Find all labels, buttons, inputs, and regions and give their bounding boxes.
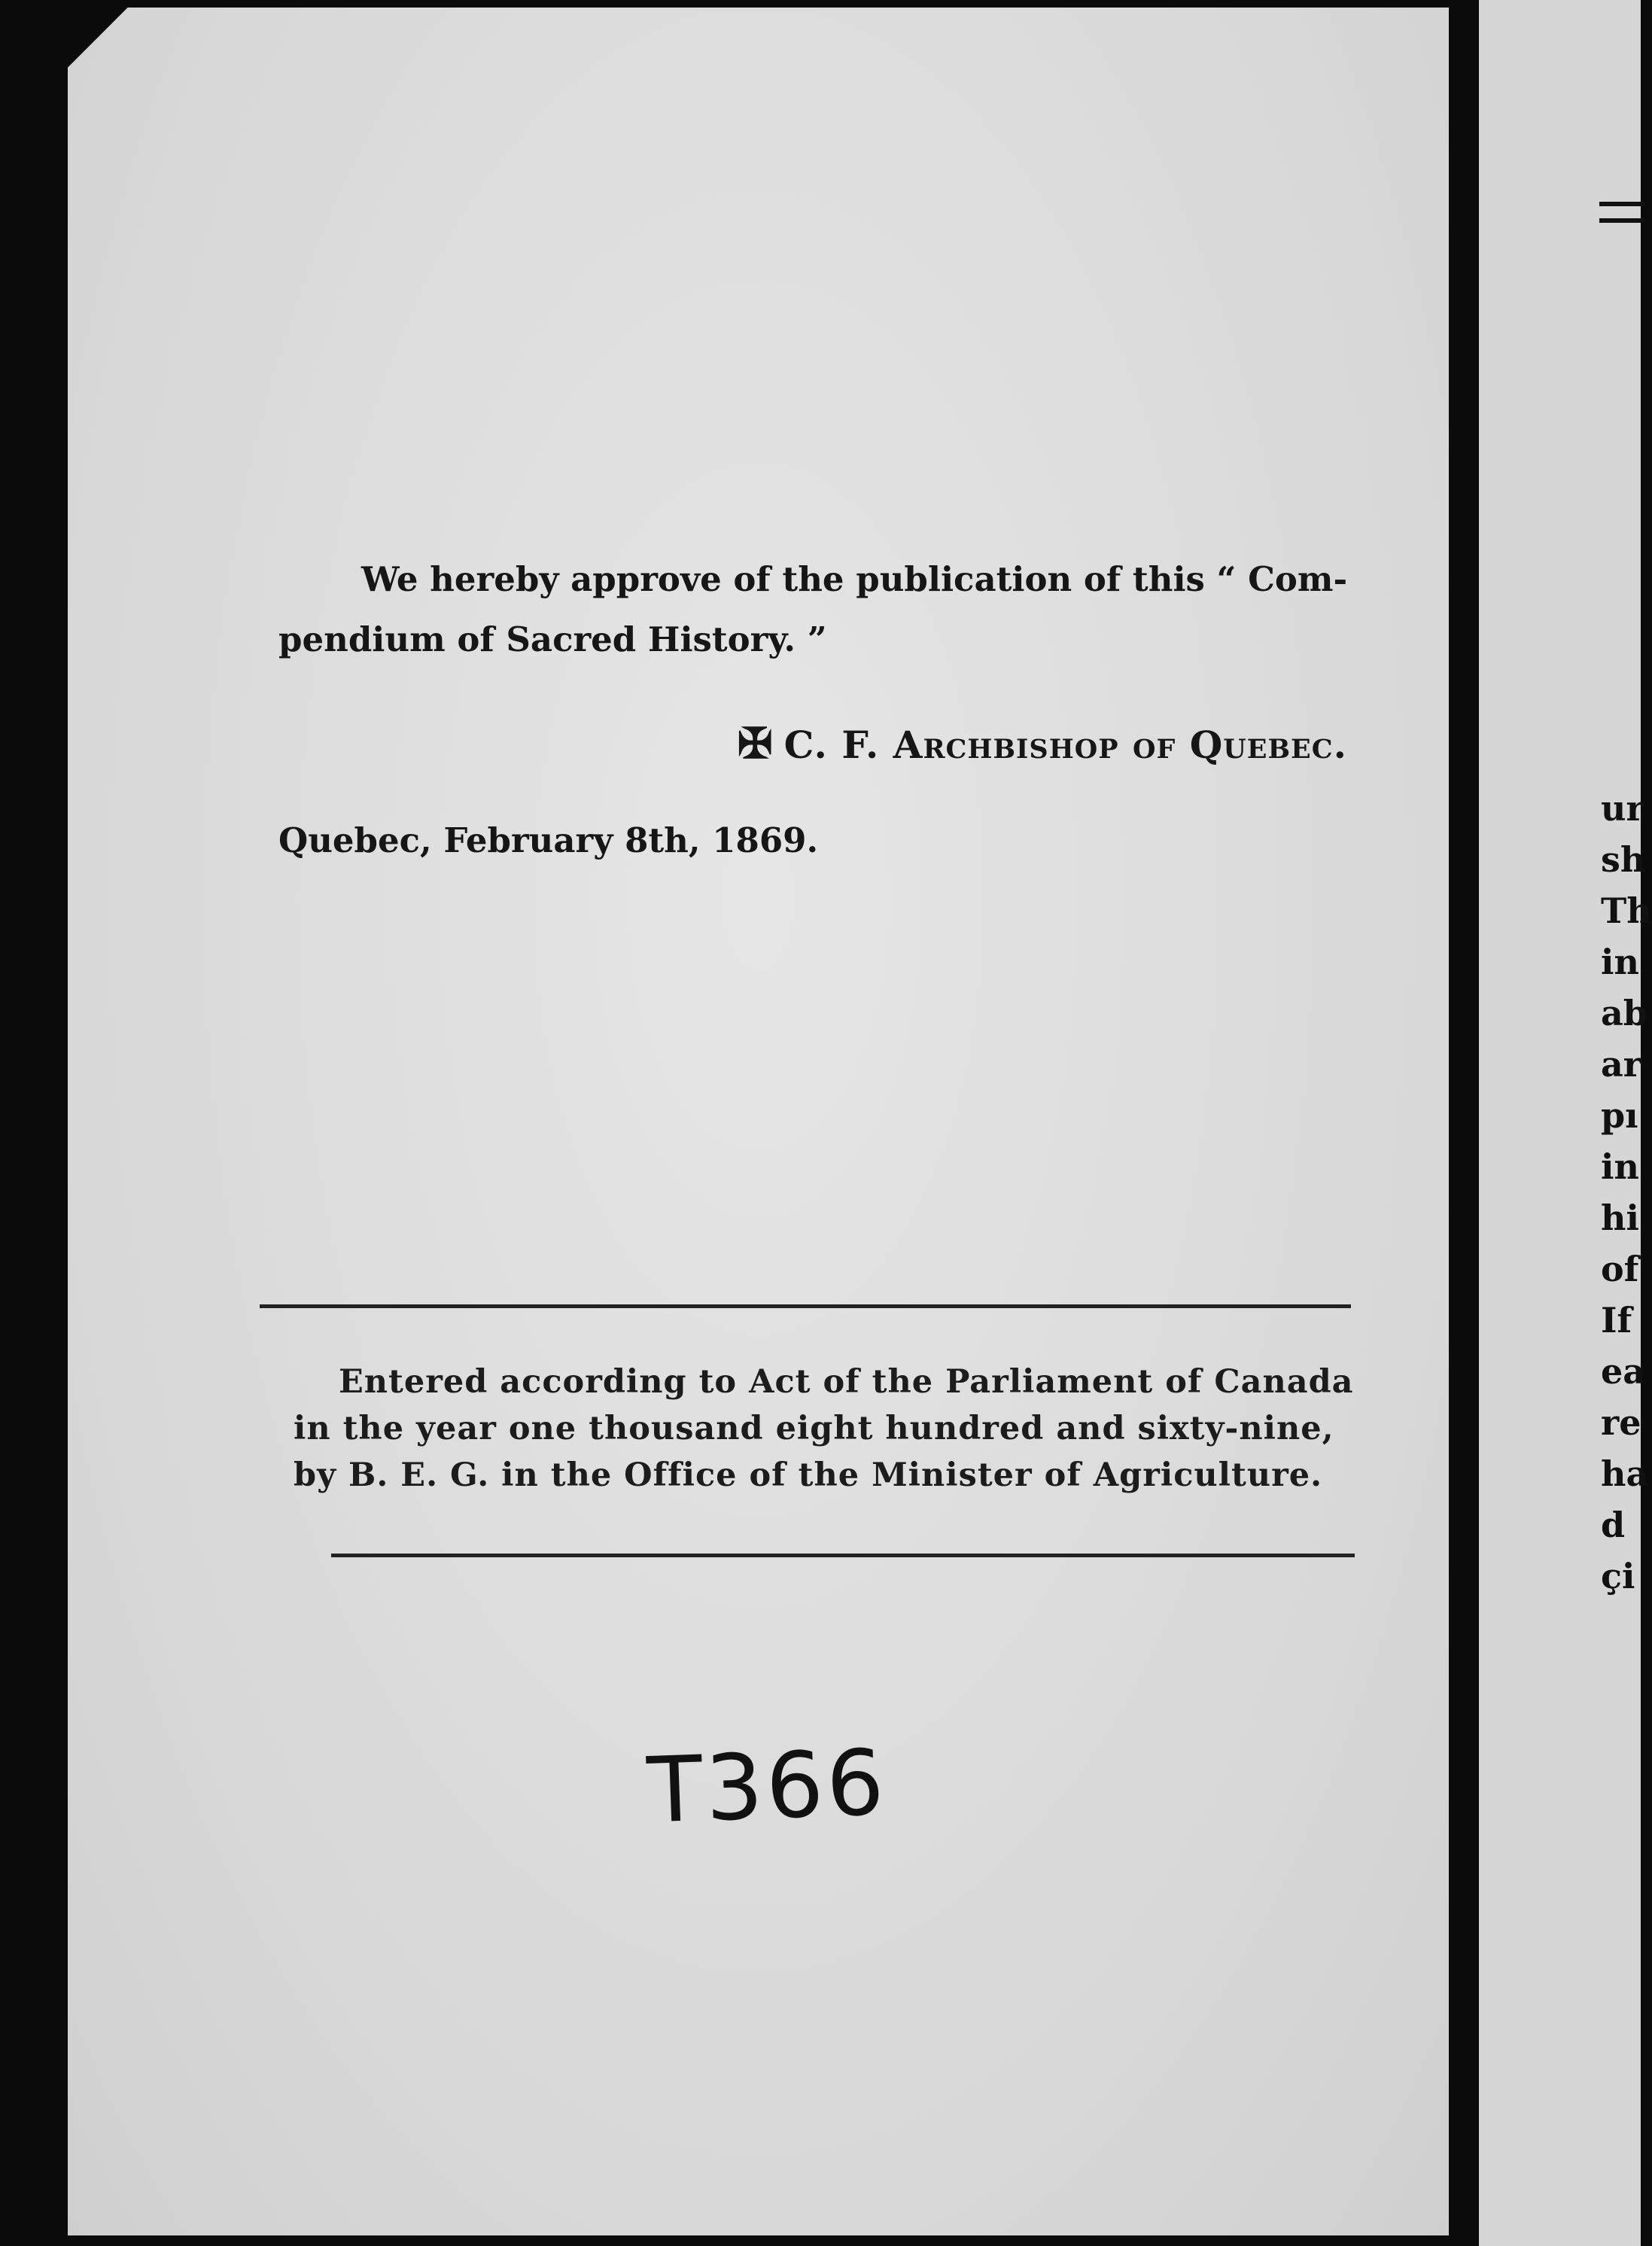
right-page-line: in xyxy=(1601,942,1639,982)
right-page-line: in xyxy=(1601,1146,1639,1187)
divider-top xyxy=(260,1304,1351,1308)
right-page-line: ab xyxy=(1601,993,1647,1033)
right-page-line: ur xyxy=(1601,788,1644,829)
right-page-line: of xyxy=(1601,1249,1639,1289)
right-page-line: sh xyxy=(1601,839,1646,880)
signature-text: C. F. Archbishop of Quebec. xyxy=(783,723,1347,767)
right-page-text xyxy=(1601,783,1652,1602)
right-page-line: çi xyxy=(1601,1556,1635,1596)
right-page-line: re xyxy=(1601,1402,1641,1443)
right-page xyxy=(1479,0,1652,2246)
right-page-line: Th xyxy=(1601,890,1652,931)
right-page-rule xyxy=(1599,218,1644,223)
divider-bottom xyxy=(331,1554,1355,1557)
copyright-line: by B. E. G. in the Office of the Minister of Agriculture. xyxy=(294,1456,1323,1494)
right-page-rule xyxy=(1599,202,1644,206)
archbishop-signature xyxy=(595,719,1347,768)
copyright-line: in the year one thousand eight hundred and sixty-nine, xyxy=(294,1410,1334,1447)
copyright-line: Entered according to Act of the Parliament of Canada xyxy=(339,1363,1354,1401)
date-line: Quebec, February 8th, 1869. xyxy=(278,820,819,860)
right-page-line: ha xyxy=(1601,1453,1649,1494)
right-page-line: d xyxy=(1601,1505,1626,1545)
approval-paragraph xyxy=(278,549,1355,670)
right-page-line: hi xyxy=(1601,1198,1639,1238)
left-page xyxy=(68,8,1449,2235)
right-page-line: pı xyxy=(1601,1095,1638,1136)
copyright-notice xyxy=(294,1359,1355,1499)
approval-line: We hereby approve of the publication of this “ Com- xyxy=(361,559,1348,599)
cross-icon: ✠ xyxy=(737,719,774,768)
right-page-line: ea xyxy=(1601,1351,1646,1392)
page-corner xyxy=(68,8,128,68)
right-page-line: ar xyxy=(1601,1044,1642,1085)
right-page-line: If xyxy=(1601,1300,1632,1341)
handwritten-shelfmark: T366 xyxy=(645,1730,889,1844)
approval-line: pendium of Sacred History. ” xyxy=(278,619,827,659)
